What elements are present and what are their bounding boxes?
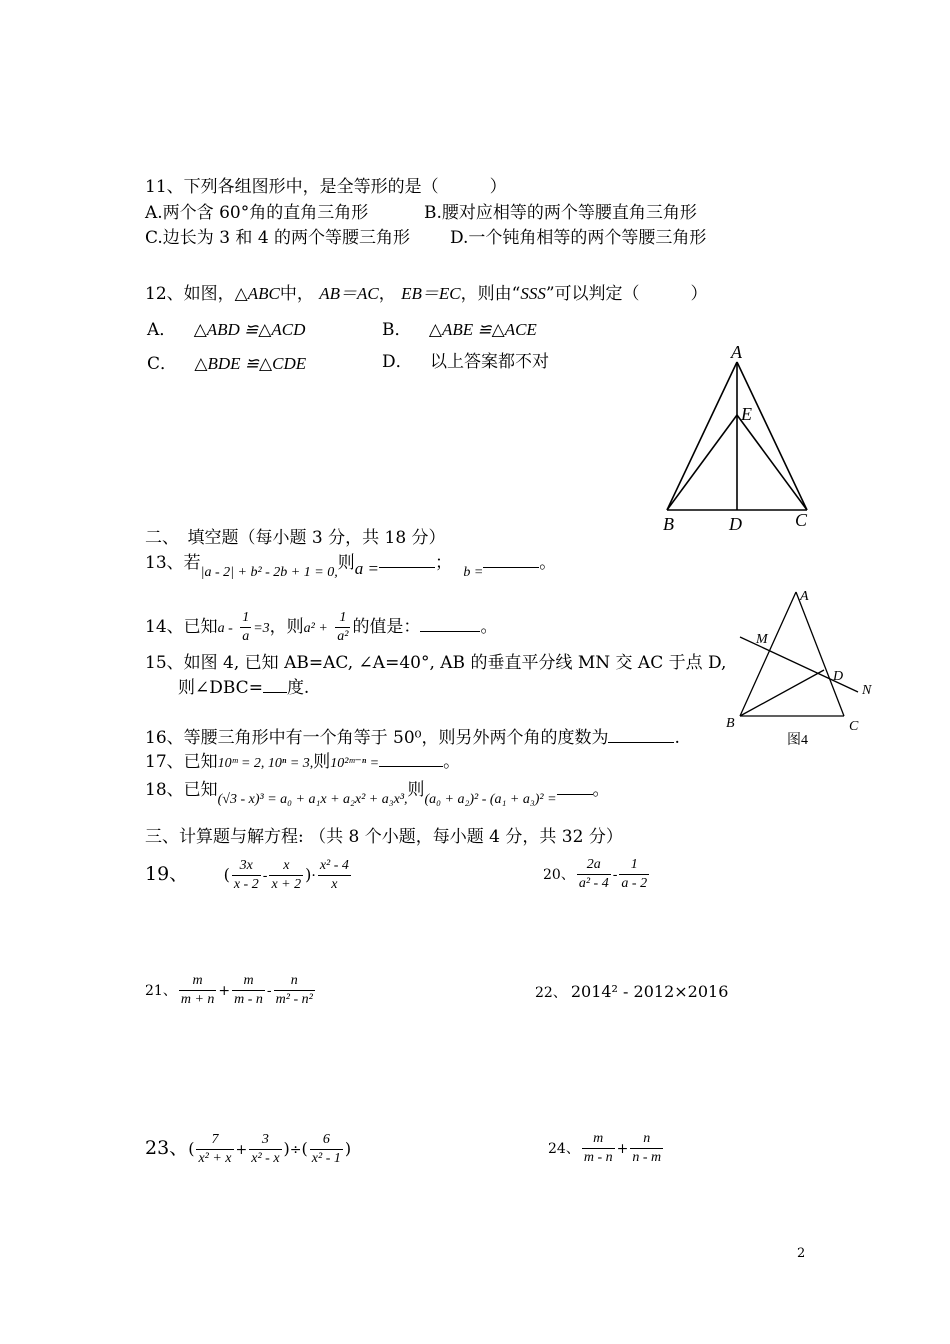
q24-fraction-1: $\frac{m}{m - n}$ [583, 1131, 613, 1165]
q21: 21、 $\frac{m}{m + n}$ + $\frac{m}{m - n}$ - $\frac{n}{\text{m² - n²}}$ [145, 973, 313, 1007]
q17-expression-2: 10²ᵐ⁻ⁿ = [330, 756, 380, 771]
q13-then: 则 [337, 553, 355, 573]
q12-end: ”可以判定（ ） [545, 284, 708, 304]
q20-fraction-1: $\frac{2a}{\text{a² - 4}}$ [578, 857, 609, 891]
q12-option-a-label: A． [147, 320, 177, 340]
fig4-label-a: A [800, 589, 809, 604]
q23-fraction-1: $\frac{7}{\text{x² + x}}$ [198, 1132, 232, 1166]
q12-option-a [147, 320, 305, 340]
q12-equation-1: AB＝AC [319, 284, 379, 303]
q14-fraction-1: $\frac{1}{a}$ [242, 610, 250, 644]
q11-option-c: C.边长为 3 和 4 的两个等腰三角形 [145, 228, 411, 248]
q23: 23、( $\frac{7}{\text{x² + x}}$ + $\frac{3}{\text{x² - x}}$ )÷( $\frac{6}{\text{x² - 1}}$ ) [145, 1132, 352, 1166]
q23-fraction-2: $\frac{3}{\text{x² - x}}$ [251, 1132, 280, 1166]
q21-label: 21、 [145, 983, 177, 999]
q12-mid: 中， [279, 284, 314, 304]
q12-sss: SSS [520, 284, 546, 303]
q12-sep: ， [378, 284, 396, 304]
q13-semicolon: ； [434, 553, 452, 573]
q15-line-1: 15、如图 4, 已知 AB=AC, ∠A=40°, AB 的垂直平分线 MN 交 AC 于点 D, [145, 653, 727, 673]
fig4-label-c: C [849, 719, 859, 734]
q13-blank-b[interactable] [483, 553, 539, 568]
q19: 19、 ( $\frac{3x}{x - 2}$ - $\frac{x}{x + 2}$ )· $\frac{\text{x² - 4}}{x}$ [145, 858, 349, 892]
q12-option-b-text: △ABE ≌△ACE [428, 320, 537, 339]
q12-triangle: △ABC [234, 284, 280, 303]
q24: 24、 $\frac{m}{m - n}$ + $\frac{n}{n - m}$ [548, 1131, 662, 1165]
q17-end: 。 [443, 752, 461, 772]
fig1-label-b: B [663, 514, 674, 534]
q12-stem [145, 284, 708, 304]
q17-expression: 10ᵐ = 2, 10ⁿ = 3, [217, 756, 314, 771]
q18-prefix: 18、已知 [145, 780, 218, 800]
q19-fraction-3: $\frac{\text{x² - 4}}{x}$ [319, 858, 349, 892]
q13-end: 。 [539, 553, 557, 573]
fig1-label-a: A [731, 342, 742, 362]
q12-option-b-label: B． [382, 320, 412, 340]
q14-prefix: 14、已知 [145, 617, 218, 637]
q13-b: b = [463, 565, 484, 580]
q16-text: 16、等腰三角形中有一个角等于 50⁰，则另外两个角的度数为 [145, 728, 609, 748]
q14-end: 。 [480, 617, 498, 637]
section-2-heading: 二、 填空题（每小题 3 分，共 18 分） [145, 528, 446, 548]
q15-line-2 [178, 678, 309, 698]
q18 [145, 780, 610, 807]
q15-prefix: 则∠DBC= [178, 678, 263, 698]
q12-option-c-text: △BDE ≌△CDE [194, 354, 307, 373]
q11-option-d: D.一个钝角相等的两个等腰三角形 [450, 228, 707, 248]
q14-blank[interactable] [420, 617, 480, 632]
q24-label: 24、 [548, 1141, 580, 1157]
page-number: 2 [797, 1246, 806, 1261]
q17-then: 则 [313, 752, 331, 772]
q20: 20、 $\frac{2a}{\text{a² - 4}}$ - $\frac{1}{a - 2}$ [543, 857, 648, 891]
triangle-figure-1 [655, 340, 820, 535]
q13-a: a = [354, 559, 379, 578]
q19-label: 19、 [145, 863, 189, 885]
q16 [145, 728, 680, 748]
q15-blank[interactable] [263, 678, 287, 693]
q18-blank[interactable] [557, 788, 593, 795]
q18-expression-2: (a₀ + a₂)² - (a₁ + a₃)² = [424, 792, 557, 807]
q12-option-d-label: D． [382, 352, 413, 372]
q14-then: ，则 [269, 617, 304, 637]
q22 [535, 982, 728, 1003]
q22-label: 22、 [535, 985, 567, 1001]
q13-prefix: 13、若 [145, 553, 201, 573]
q23-fraction-3: $\frac{6}{\text{x² - 1}}$ [311, 1132, 341, 1166]
q21-fraction-3: $\frac{n}{\text{m² - n²}}$ [275, 973, 313, 1007]
q16-end: . [674, 728, 680, 748]
q11-option-b: B.腰对应相等的两个等腰直角三角形 [424, 203, 697, 223]
q21-fraction-2: $\frac{m}{m - n}$ [234, 973, 263, 1007]
q14-a2-plus: a² + [303, 621, 328, 636]
fig1-label-e: E [741, 404, 752, 424]
fig4-label-d: D [833, 669, 844, 684]
fig4-label-n: N [862, 683, 872, 698]
q12-prefix: 12、如图， [145, 284, 235, 304]
q17-blank[interactable] [379, 752, 443, 767]
q18-then: 则 [407, 780, 425, 800]
q23-label: 23、 [145, 1137, 189, 1159]
q20-fraction-2: $\frac{1}{a - 2}$ [621, 857, 648, 891]
section-3-heading: 三、计算题与解方程: （共 8 个小题，每小题 4 分，共 32 分） [145, 827, 623, 847]
fig4-label-b: B [726, 716, 735, 731]
q14 [145, 607, 497, 647]
q15-suffix: 度. [286, 678, 310, 698]
q22-expression: 2014² - 2012×2016 [570, 982, 729, 1001]
q12-option-d [382, 352, 549, 372]
q12-equation-2: EB＝EC [401, 284, 461, 303]
q20-label: 20、 [543, 867, 575, 883]
q11-stem: 11、下列各组图形中，是全等形的是（ ） [145, 177, 507, 197]
fig1-label-d: D [729, 514, 742, 534]
q13-expression: |a - 2| + b² - 2b + 1 = 0, [200, 565, 338, 580]
fig4-caption: 图4 [787, 733, 808, 748]
triangle-figure-4 [720, 582, 880, 752]
q12-option-b [382, 320, 537, 340]
q12-option-d-text: 以上答案都不对 [430, 352, 550, 372]
q12-post: ，则由“ [460, 284, 521, 304]
q13 [145, 553, 557, 580]
fig1-label-c: C [795, 510, 808, 530]
q24-fraction-2: $\frac{n}{n - m}$ [632, 1131, 662, 1165]
q14-fraction-2: $\frac{1}{\text{a²}}$ [337, 610, 349, 644]
q16-blank[interactable] [608, 728, 674, 743]
q19-fraction-2: $\frac{x}{x + 2}$ [271, 858, 302, 892]
q12-option-c-label: C． [147, 354, 178, 374]
q11-option-a: A.两个含 60°角的直角三角形 [145, 203, 369, 223]
q18-expression: (√3 - x)³ = a₀ + a₁x + a₂x² + a₃x³, [217, 792, 408, 807]
q19-fraction-1: $\frac{3x}{x - 2}$ [233, 858, 259, 892]
q14-tail: 的值是： [352, 617, 421, 637]
q14-equals-3: =3 [253, 621, 270, 636]
q17-prefix: 17、已知 [145, 752, 218, 772]
q14-a-minus: a - [217, 621, 233, 636]
q12-option-c [147, 354, 306, 374]
q12-option-a-text: △ABD ≌△ACD [193, 320, 306, 339]
q13-blank-a[interactable] [379, 553, 435, 568]
fig4-label-m: M [756, 632, 768, 647]
q17 [145, 752, 460, 774]
q18-end: 。 [592, 780, 610, 800]
q21-fraction-1: $\frac{m}{m + n}$ [180, 973, 215, 1007]
